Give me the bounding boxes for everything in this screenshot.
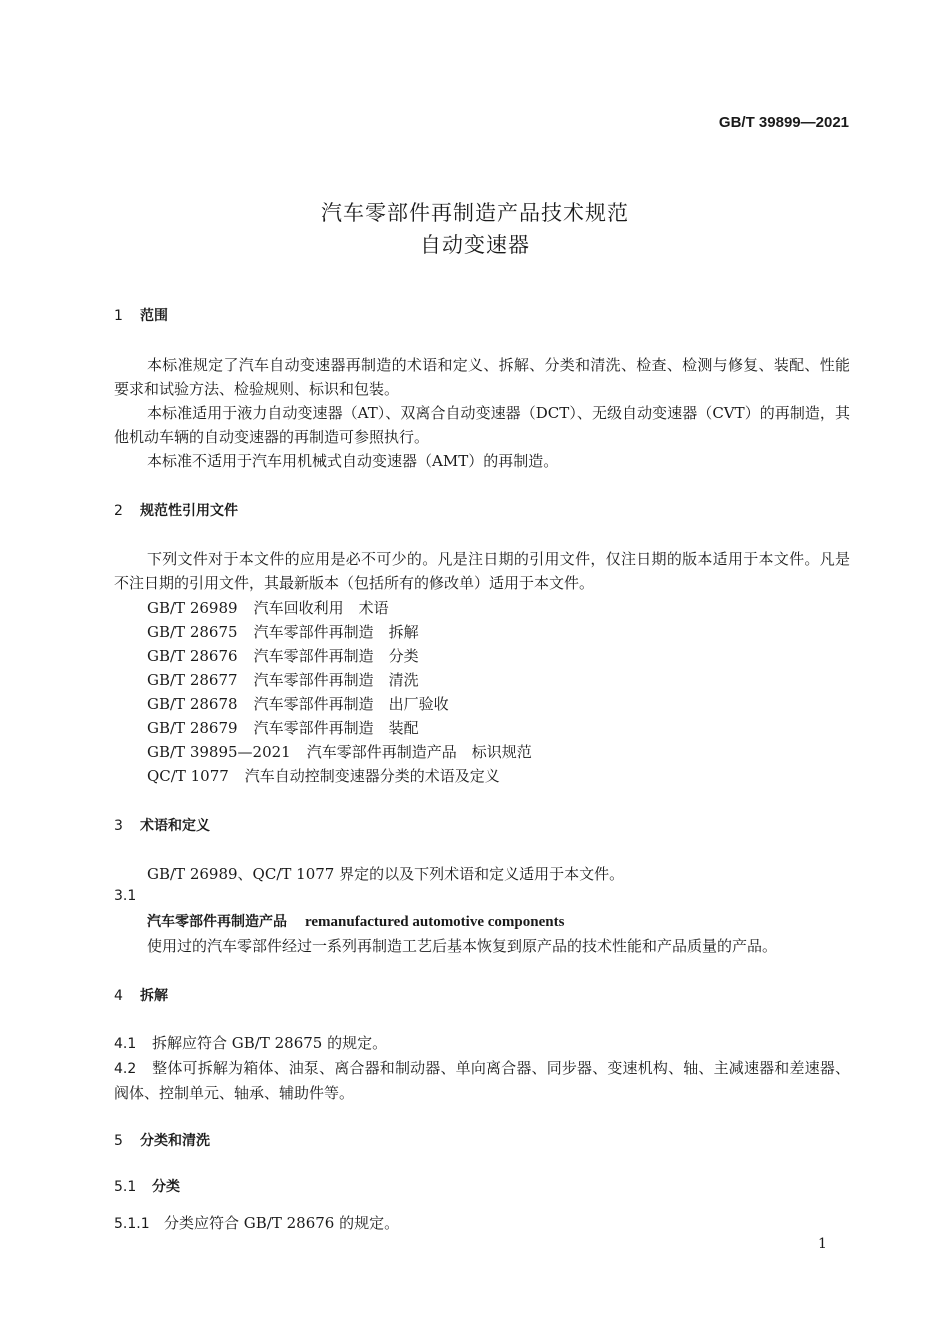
section-2-paragraph-1: 下列文件对于本文件的应用是必不可少的。凡是注日期的引用文件，仅注日期的版本适用于本文件。凡是不注日期的引用文件，其最新版本（包括所有的修改单）适用于本文件。 xyxy=(114,550,850,592)
section-number: 1 xyxy=(114,308,123,324)
page-number: 1 xyxy=(818,1236,827,1252)
section-title: 分类和清洗 xyxy=(140,1133,210,1149)
reference-code: GB/T 28679 xyxy=(147,719,238,737)
reference-item xyxy=(147,741,532,762)
section-number: 4 xyxy=(114,988,123,1004)
reference-item xyxy=(147,645,419,666)
clause-5-1-1 xyxy=(114,1212,399,1233)
reference-title: 汽车零部件再制造产品 标识规范 xyxy=(306,743,532,761)
clause-text: 拆解应符合 GB/T 28675 的规定。 xyxy=(152,1034,388,1052)
section-3-heading xyxy=(114,815,210,835)
section-5-heading xyxy=(114,1130,210,1150)
reference-title: 汽车零部件再制造 分类 xyxy=(253,647,419,665)
reference-title: 汽车零部件再制造 拆解 xyxy=(253,623,419,641)
section-1-paragraph-1: 本标准规定了汽车自动变速器再制造的术语和定义、拆解、分类和清洗、检查、检测与修复、装配、性能要求和试验方法、检验规则、标识和包装。 xyxy=(114,356,850,398)
reference-title: 汽车回收利用 术语 xyxy=(253,599,389,617)
term-definition: 使用过的汽车零部件经过一系列再制造工艺后基本恢复到原产品的技术性能和产品质量的产品。 xyxy=(147,937,778,955)
section-1-paragraph-3: 本标准不适用于汽车用机械式自动变速器（AMT）的再制造。 xyxy=(147,452,559,470)
section-3-intro: GB/T 26989、QC/T 1077 界定的以及下列术语和定义适用于本文件。 xyxy=(147,865,625,883)
reference-item xyxy=(147,717,419,738)
reference-code: GB/T 28676 xyxy=(147,647,238,665)
section-title: 范围 xyxy=(140,308,168,324)
subsection-number: 5.1 xyxy=(114,1179,137,1195)
clause-number: 5.1.1 xyxy=(114,1216,150,1232)
section-2-heading xyxy=(114,500,238,520)
clause-text: 分类应符合 GB/T 28676 的规定。 xyxy=(164,1214,400,1232)
reference-item xyxy=(147,765,500,786)
term-english: remanufactured automotive components xyxy=(305,914,565,930)
section-4-heading xyxy=(114,985,168,1005)
reference-title: 汽车零部件再制造 清洗 xyxy=(253,671,419,689)
section-number: 5 xyxy=(114,1133,123,1149)
reference-item xyxy=(147,597,389,618)
section-title: 术语和定义 xyxy=(140,818,210,834)
term-heading xyxy=(147,911,564,931)
section-title: 拆解 xyxy=(140,988,168,1004)
reference-code: GB/T 26989 xyxy=(147,599,238,617)
standard-code: GB/T 39899—2021 xyxy=(718,114,849,131)
clause-number: 4.1 xyxy=(114,1036,137,1052)
reference-item xyxy=(147,693,449,714)
reference-code: QC/T 1077 xyxy=(147,767,229,785)
reference-code: GB/T 39895—2021 xyxy=(147,743,291,761)
subsection-title: 分类 xyxy=(152,1179,180,1195)
reference-code: GB/T 28675 xyxy=(147,623,238,641)
subsection-5-1-heading xyxy=(114,1176,180,1196)
reference-code: GB/T 28677 xyxy=(147,671,238,689)
clause-text: 整体可拆解为箱体、油泵、离合器和制动器、单向离合器、同步器、变速机构、轴、主减速器和差速器、阀体、控制单元、轴承、辅助件等。 xyxy=(114,1059,850,1102)
document-title: 汽车零部件再制造产品技术规范 xyxy=(321,201,629,225)
reference-item xyxy=(147,621,419,642)
section-title: 规范性引用文件 xyxy=(140,503,238,519)
reference-item xyxy=(147,669,419,690)
clause-4-1 xyxy=(114,1032,387,1053)
clause-number: 4.2 xyxy=(114,1061,137,1077)
section-number: 3 xyxy=(114,818,123,834)
term-chinese: 汽车零部件再制造产品 xyxy=(147,914,287,930)
reference-title: 汽车零部件再制造 装配 xyxy=(253,719,419,737)
section-1-paragraph-2: 本标准适用于液力自动变速器（AT）、双离合自动变速器（DCT）、无级自动变速器（CVT）的再制造，其他机动车辆的自动变速器的再制造可参照执行。 xyxy=(114,404,850,446)
reference-title: 汽车自动控制变速器分类的术语及定义 xyxy=(244,767,500,785)
clause-4-2 xyxy=(114,1056,850,1105)
reference-code: GB/T 28678 xyxy=(147,695,238,713)
reference-title: 汽车零部件再制造 出厂验收 xyxy=(253,695,449,713)
section-1-heading xyxy=(114,305,168,325)
section-number: 2 xyxy=(114,503,123,519)
term-number: 3.1 xyxy=(114,888,137,904)
document-subtitle: 自动变速器 xyxy=(420,233,530,257)
